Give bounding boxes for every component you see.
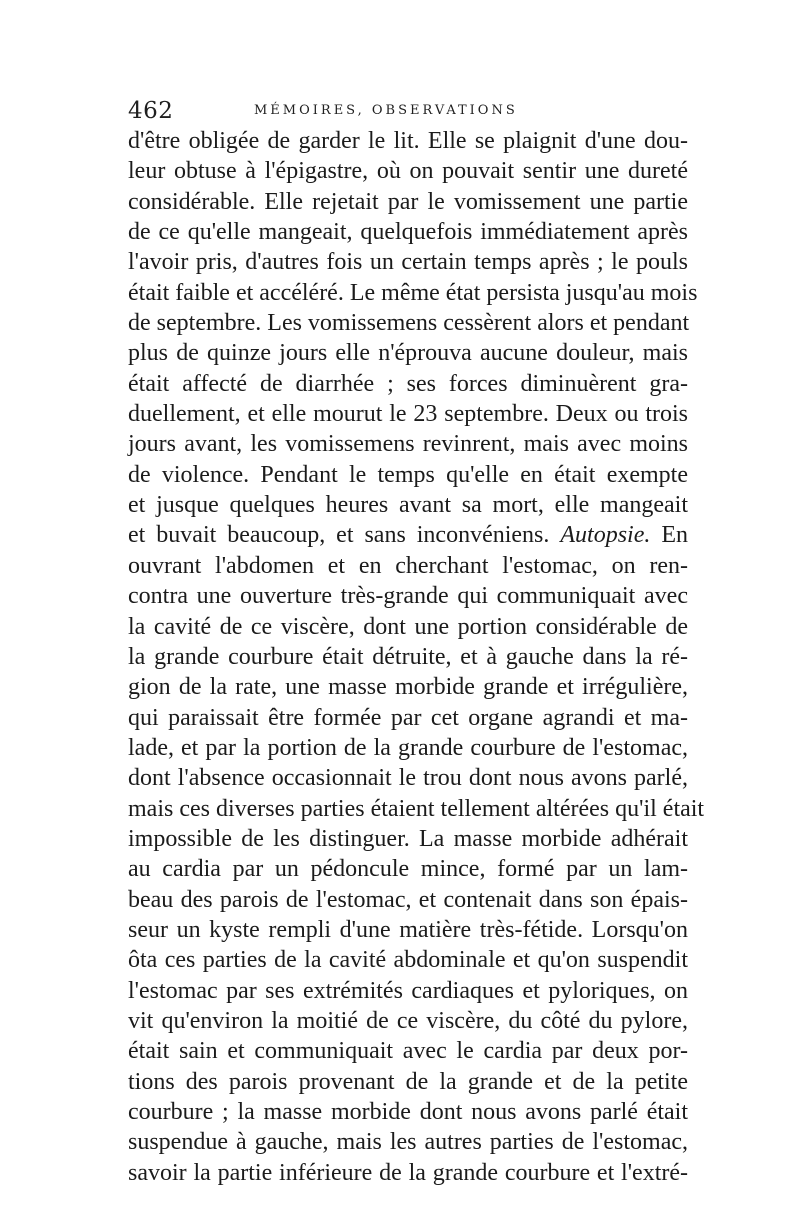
text-line: savoir la partie inférieure de la grande courbure et l'extré- — [128, 1159, 688, 1186]
text-line-with-heading — [128, 520, 688, 550]
text-line: impossible de les distinguer. La masse morbide adhérait — [128, 825, 688, 852]
text-line: beau des parois de l'estomac, et contenait dans son épais- — [128, 886, 688, 913]
text-line: dont l'absence occasionnait le trou dont nous avons parlé, — [128, 765, 688, 792]
autopsie-heading: Autopsie. — [560, 522, 651, 549]
page-number: 462 — [128, 98, 174, 124]
text-line: était affecté de diarrhée ; ses forces diminuèrent gra- — [128, 370, 688, 397]
body-text — [128, 126, 705, 1188]
text-line: suspendue à gauche, mais les autres parties de l'estomac, — [128, 1129, 688, 1156]
text-line: qui paraissait être formée par cet organe agrandi et ma- — [128, 704, 688, 731]
text-line: la grande courbure était détruite, et à gauche dans la ré- — [128, 643, 688, 670]
text-line: lade, et par la portion de la grande courbure de l'estomac, — [128, 734, 688, 761]
text-line: jours avant, les vomissemens revinrent, mais avec moins — [128, 431, 688, 458]
text-line: gion de la rate, une masse morbide grande et irrégulière, — [128, 674, 688, 701]
text-line: tions des parois provenant de la grande et de la petite — [128, 1068, 688, 1095]
text-line: de septembre. Les vomissemens cessèrent alors et pendant — [128, 310, 690, 337]
text-line: plus de quinze jours elle n'éprouva aucune douleur, mais — [128, 340, 688, 367]
text-line-start: et buvait beaucoup, et sans inconvéniens. — [128, 522, 550, 549]
text-line: était faible et accéléré. Le même état persista jusqu'au mois — [128, 279, 698, 306]
text-line: courbure ; la masse morbide dont nous avons parlé était — [128, 1099, 688, 1125]
text-line: leur obtuse à l'épigastre, où on pouvait sentir une dureté — [128, 158, 688, 185]
text-line: la cavité de ce viscère, dont une portion considérable de — [128, 613, 688, 640]
text-line: et jusque quelques heures avant sa mort, elle mangeait — [128, 492, 688, 519]
page-header — [128, 98, 688, 128]
text-line: au cardia par un pédoncule mince, formé par un lam- — [128, 856, 688, 883]
text-line: contra une ouverture très-grande qui communiquait avec — [128, 583, 688, 610]
text-line: ôta ces parties de la cavité abdominale et qu'on suspendit — [128, 947, 688, 974]
text-line: l'avoir pris, d'autres fois un certain temps après ; le pouls — [128, 249, 688, 276]
text-line: était sain et communiquait avec le cardia par deux por- — [128, 1038, 688, 1065]
text-line: vit qu'environ la moitié de ce viscère, du côté du pylore, — [128, 1007, 688, 1034]
text-line: seur un kyste rempli d'une matière très-fétide. Lorsqu'on — [128, 916, 688, 943]
running-head: MÉMOIRES, OBSERVATIONS — [254, 103, 518, 118]
text-line: d'être obligée de garder le lit. Elle se plaignit d'une dou- — [128, 128, 688, 154]
text-line: de ce qu'elle mangeait, quelquefois immédiatement après — [128, 219, 688, 246]
text-line: considérable. Elle rejetait par le vomissement une partie — [128, 188, 688, 215]
text-line: mais ces diverses parties étaient tellement altérées qu'il était — [128, 795, 705, 822]
text-line: l'estomac par ses extrémités cardiaques et pyloriques, on — [128, 977, 688, 1004]
text-line: ouvrant l'abdomen et en cherchant l'estomac, on ren- — [128, 552, 688, 579]
text-line: duellement, et elle mourut le 23 septembre. Deux ou trois — [128, 401, 688, 428]
text-line-end: En — [661, 522, 688, 549]
text-line: de violence. Pendant le temps qu'elle en était exempte — [128, 461, 688, 488]
